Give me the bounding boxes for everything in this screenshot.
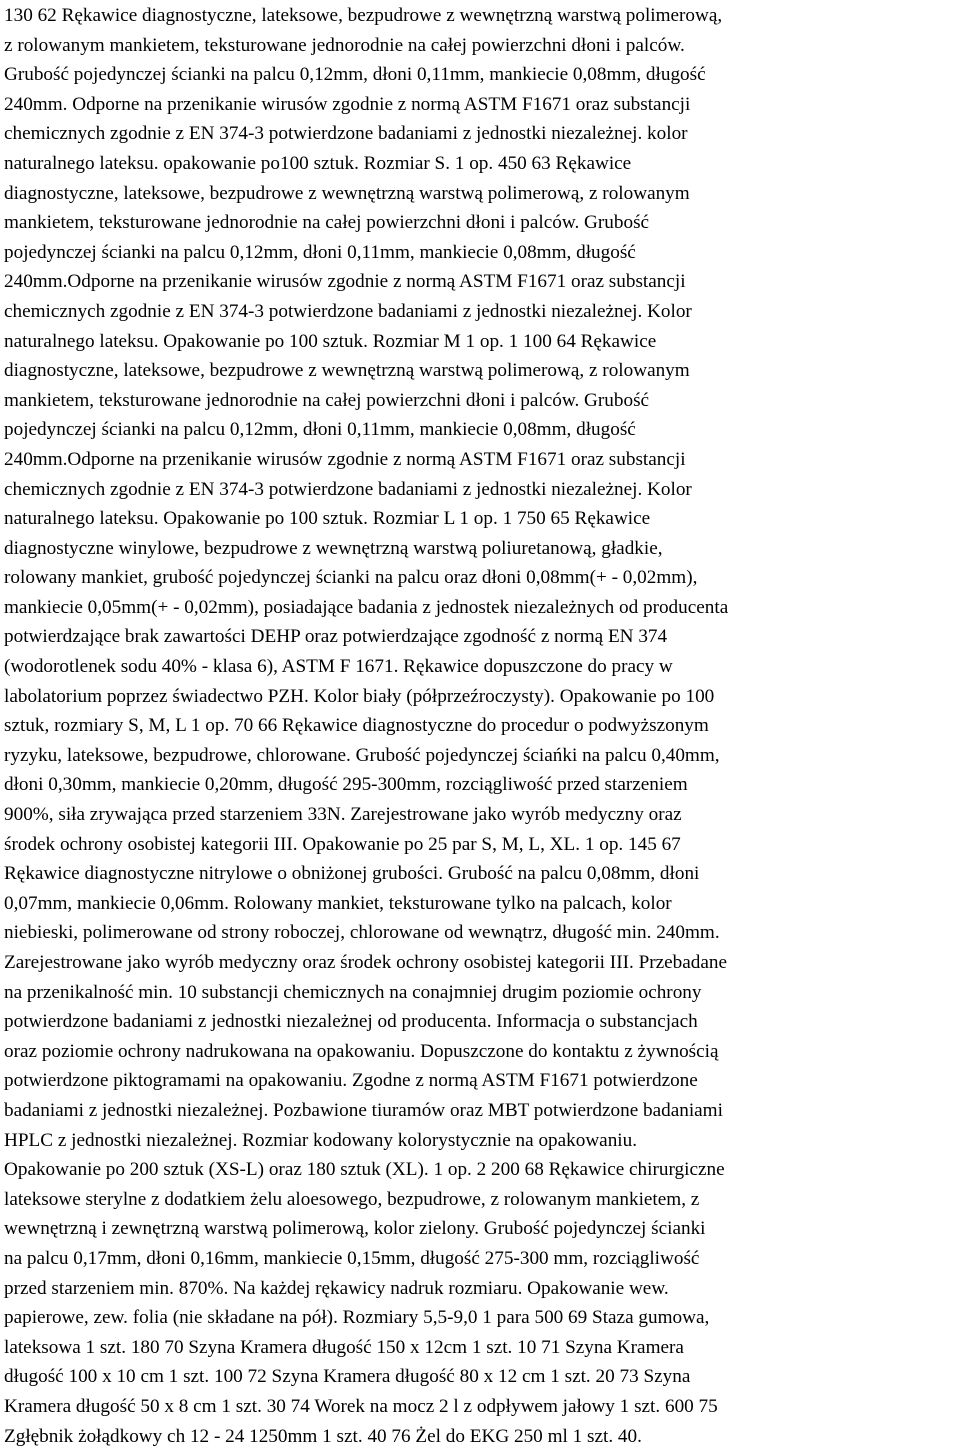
text-line: Zarejestrowane jako wyrób medyczny oraz środek ochrony osobistej kategorii III. Przebadane xyxy=(4,948,956,978)
text-line: naturalnego lateksu. Opakowanie po 100 sztuk. Rozmiar L 1 op. 1 750 65 Rękawice xyxy=(4,504,956,534)
text-line: diagnostyczne, lateksowe, bezpudrowe z wewnętrzną warstwą polimerową, z rolowanym xyxy=(4,179,956,209)
text-line: diagnostyczne, lateksowe, bezpudrowe z wewnętrzną warstwą polimerową, z rolowanym xyxy=(4,356,956,386)
text-line: 0,07mm, mankiecie 0,06mm. Rolowany mankiet, teksturowane tylko na palcach, kolor xyxy=(4,889,956,919)
text-line: (wodorotlenek sodu 40% - klasa 6), ASTM F 1671. Rękawice dopuszczone do pracy w xyxy=(4,652,956,682)
text-line: niebieski, polimerowane od strony roboczej, chlorowane od wewnątrz, długość min. 240mm. xyxy=(4,918,956,948)
text-line: mankietem, teksturowane jednorodnie na całej powierzchni dłoni i palców. Grubość xyxy=(4,208,956,238)
text-line: chemicznych zgodnie z EN 374-3 potwierdzone badaniami z jednostki niezależnej. Kolor xyxy=(4,297,956,327)
text-line: potwierdzone badaniami z jednostki niezależnej od producenta. Informacja o substancjach xyxy=(4,1007,956,1037)
text-line: mankietem, teksturowane jednorodnie na całej powierzchni dłoni i palców. Grubość xyxy=(4,386,956,416)
text-line: badaniami z jednostki niezależnej. Pozbawione tiuramów oraz MBT potwierdzone badaniami xyxy=(4,1096,956,1126)
text-line: przed starzeniem min. 870%. Na każdej rękawicy nadruk rozmiaru. Opakowanie wew. xyxy=(4,1274,956,1304)
text-line: mankiecie 0,05mm(+ - 0,02mm), posiadające badania z jednostek niezależnych od producenta xyxy=(4,593,956,623)
text-line: środek ochrony osobistej kategorii III. Opakowanie po 25 par S, M, L, XL. 1 op. 145 67 xyxy=(4,830,956,860)
text-line: naturalnego lateksu. opakowanie po100 sztuk. Rozmiar S. 1 op. 450 63 Rękawice xyxy=(4,149,956,179)
text-line: papierowe, zew. folia (nie składane na pół). Rozmiary 5,5-9,0 1 para 500 69 Staza gumowa, xyxy=(4,1303,956,1333)
text-line: wewnętrzną i zewnętrzną warstwą polimerową, kolor zielony. Grubość pojedynczej ścianki xyxy=(4,1214,956,1244)
text-line: 130 62 Rękawice diagnostyczne, lateksowe, bezpudrowe z wewnętrzną warstwą polimerową, xyxy=(4,1,956,31)
text-line: z rolowanym mankietem, teksturowane jednorodnie na całej powierzchni dłoni i palców. xyxy=(4,31,956,61)
text-line: oraz poziomie ochrony nadrukowana na opakowaniu. Dopuszczone do kontaktu z żywnością xyxy=(4,1037,956,1067)
text-line: labolatorium poprzez świadectwo PZH. Kolor biały (półprzeźroczysty). Opakowanie po 100 xyxy=(4,682,956,712)
text-line: na przenikalność min. 10 substancji chemicznych na conajmniej drugim poziomie ochrony xyxy=(4,978,956,1008)
text-line: pojedynczej ścianki na palcu 0,12mm, dłoni 0,11mm, mankiecie 0,08mm, długość xyxy=(4,415,956,445)
text-line: chemicznych zgodnie z EN 374-3 potwierdzone badaniami z jednostki niezależnej. Kolor xyxy=(4,475,956,505)
text-line: sztuk, rozmiary S, M, L 1 op. 70 66 Rękawice diagnostyczne do procedur o podwyższonym xyxy=(4,711,956,741)
text-line: 900%, siła zrywająca przed starzeniem 33N. Zarejestrowane jako wyrób medyczny oraz xyxy=(4,800,956,830)
text-line: potwierdzające brak zawartości DEHP oraz potwierdzające zgodność z normą EN 374 xyxy=(4,622,956,652)
text-line: 240mm. Odporne na przenikanie wirusów zgodnie z normą ASTM F1671 oraz substancji xyxy=(4,90,956,120)
text-line: 240mm.Odporne na przenikanie wirusów zgodnie z normą ASTM F1671 oraz substancji xyxy=(4,445,956,475)
text-line: potwierdzone piktogramami na opakowaniu. Zgodne z normą ASTM F1671 potwierdzone xyxy=(4,1066,956,1096)
text-line: 240mm.Odporne na przenikanie wirusów zgodnie z normą ASTM F1671 oraz substancji xyxy=(4,267,956,297)
text-line: rolowany mankiet, grubość pojedynczej ścianki na palcu oraz dłoni 0,08mm(+ - 0,02mm), xyxy=(4,563,956,593)
text-line: HPLC z jednostki niezależnej. Rozmiar kodowany kolorystycznie na opakowaniu. xyxy=(4,1126,956,1156)
text-line: dłoni 0,30mm, mankiecie 0,20mm, długość 295-300mm, rozciągliwość przed starzeniem xyxy=(4,770,956,800)
text-line: naturalnego lateksu. Opakowanie po 100 sztuk. Rozmiar M 1 op. 1 100 64 Rękawice xyxy=(4,327,956,357)
text-line: Zgłębnik żołądkowy ch 12 - 24 1250mm 1 szt. 40 76 Żel do EKG 250 ml 1 szt. 40. xyxy=(4,1422,956,1451)
text-line: długość 100 x 10 cm 1 szt. 100 72 Szyna Kramera długość 80 x 12 cm 1 szt. 20 73 Szyna xyxy=(4,1362,956,1392)
text-line: Kramera długość 50 x 8 cm 1 szt. 30 74 Worek na mocz 2 l z odpływem jałowy 1 szt. 600 75 xyxy=(4,1392,956,1422)
text-line: chemicznych zgodnie z EN 374-3 potwierdzone badaniami z jednostki niezależnej. kolor xyxy=(4,119,956,149)
text-line: ryzyku, lateksowe, bezpudrowe, chlorowane. Grubość pojedynczej ściańki na palcu 0,40mm, xyxy=(4,741,956,771)
text-line: pojedynczej ścianki na palcu 0,12mm, dłoni 0,11mm, mankiecie 0,08mm, długość xyxy=(4,238,956,268)
text-line: na palcu 0,17mm, dłoni 0,16mm, mankiecie 0,15mm, długość 275-300 mm, rozciągliwość xyxy=(4,1244,956,1274)
text-line: Grubość pojedynczej ścianki na palcu 0,12mm, dłoni 0,11mm, mankiecie 0,08mm, długość xyxy=(4,60,956,90)
text-line: lateksowe sterylne z dodatkiem żelu aloesowego, bezpudrowe, z rolowanym mankietem, z xyxy=(4,1185,956,1215)
text-line: lateksowa 1 szt. 180 70 Szyna Kramera długość 150 x 12cm 1 szt. 10 71 Szyna Kramera xyxy=(4,1333,956,1363)
text-line: Opakowanie po 200 sztuk (XS-L) oraz 180 sztuk (XL). 1 op. 2 200 68 Rękawice chirurgiczne xyxy=(4,1155,956,1185)
text-line: diagnostyczne winylowe, bezpudrowe z wewnętrzną warstwą poliuretanową, gładkie, xyxy=(4,534,956,564)
text-line: Rękawice diagnostyczne nitrylowe o obniżonej grubości. Grubość na palcu 0,08mm, dłoni xyxy=(4,859,956,889)
